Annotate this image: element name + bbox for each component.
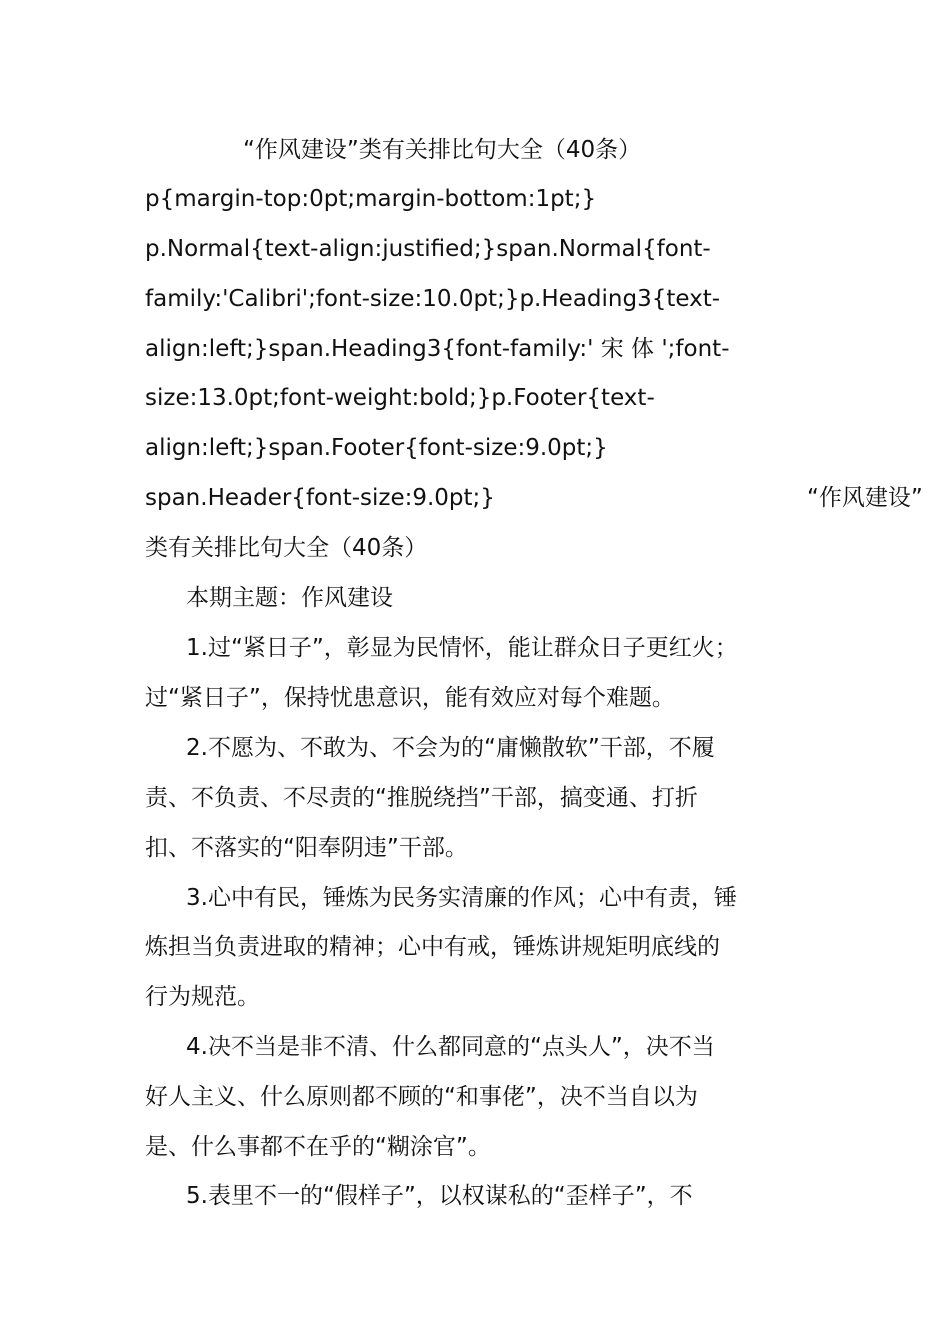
- item-3-line-1: 3.心中有民，锤炼为民务实清廉的作风；心中有责，锤: [186, 885, 737, 911]
- document-title: “作风建设”类有关排比句大全（40条）: [243, 137, 642, 163]
- css-text-line-3: family:'Calibri';font-size:10.0pt;}p.Heading3{text-: [145, 286, 721, 312]
- repeated-title-continuation: 类有关排比句大全（40条）: [145, 535, 428, 561]
- item-5-line-1: 5.表里不一的“假样子”，以权谋私的“歪样子”，不: [186, 1183, 693, 1209]
- item-2-line-1: 2.不愿为、不敢为、不会为的“庸懒散软”干部，不履: [186, 735, 715, 761]
- repeated-title-start: “作风建设”: [807, 485, 923, 511]
- item-3-line-3: 行为规范。: [145, 984, 260, 1010]
- item-4-line-2: 好人主义、什么原则都不顾的“和事佬”，决不当自以为: [145, 1084, 698, 1110]
- item-4-line-1: 4.决不当是非不清、什么都同意的“点头人”，决不当: [186, 1034, 715, 1060]
- item-2-line-2: 责、不负责、不尽责的“推脱绕挡”干部，搞变通、打折: [145, 785, 698, 811]
- item-4-line-3: 是、什么事都不在乎的“糊涂官”。: [145, 1134, 491, 1160]
- item-3-line-2: 炼担当负责进取的精神；心中有戒，锤炼讲规矩明底线的: [145, 934, 720, 960]
- css-text-line-1: p{margin-top:0pt;margin-bottom:1pt;}: [145, 186, 597, 212]
- css-text-line-4: align:left;}span.Heading3{font-family:' 宋 体 ';font-: [145, 336, 730, 362]
- item-1-line-2: 过“紧日子”，保持忧患意识，能有效应对每个难题。: [145, 685, 675, 711]
- header-css-text: span.Header{font-size:9.0pt;}: [145, 485, 495, 511]
- css-text-line-5: size:13.0pt;font-weight:bold;}p.Footer{text-: [145, 385, 655, 411]
- theme-line: 本期主题：作风建设: [186, 585, 393, 611]
- item-1-line-1: 1.过“紧日子”，彰显为民情怀，能让群众日子更红火；: [186, 635, 738, 661]
- css-text-line-2: p.Normal{text-align:justified;}span.Normal{font-: [145, 236, 711, 262]
- header-css-line: [145, 480, 923, 516]
- css-text-line-6: align:left;}span.Footer{font-size:9.0pt;}: [145, 435, 608, 461]
- item-2-line-3: 扣、不落实的“阳奉阴违”干部。: [145, 835, 468, 861]
